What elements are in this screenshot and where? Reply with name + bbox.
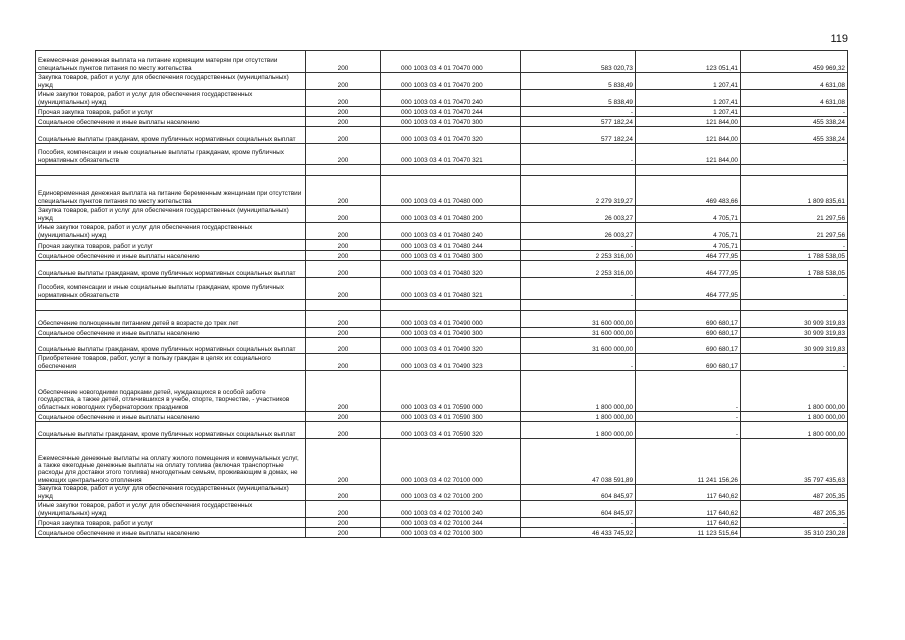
cell-kcsr: 000 1003 03 4 02 70100 240	[381, 501, 521, 518]
cell-v2: 11 123 515,64	[636, 528, 741, 538]
cell-v1: 2 253 316,00	[521, 261, 636, 278]
cell-name: Ежемесячная денежная выплата на питание кормящим матерям при отсутствии специальных пунктов питания по месту жительства	[36, 51, 306, 73]
cell-kcsr: 000 1003 03 4 01 70480 200	[381, 206, 521, 223]
cell-kcsr: 000 1003 03 4 01 70490 300	[381, 328, 521, 338]
cell-code: 200	[306, 51, 381, 73]
table-row	[36, 422, 848, 439]
cell-v2: -	[636, 412, 741, 422]
spacer-cell	[521, 165, 636, 176]
cell-v1: 46 433 745,92	[521, 528, 636, 538]
table-row	[36, 518, 848, 528]
cell-kcsr: 000 1003 03 4 01 70470 244	[381, 107, 521, 117]
cell-code: 200	[306, 311, 381, 328]
cell-code: 200	[306, 338, 381, 354]
cell-name: Ежемесячные денежные выплаты на оплату жилого помещения и коммунальных услуг, а также ежегодные денежные выплаты на оплату топлива (включая транспортные расходы для доставки этого топлива) многодетным семьям, проживающим в домах, не имеющих центрального отопления	[36, 439, 306, 485]
cell-code: 200	[306, 501, 381, 518]
cell-v1: 1 800 000,00	[521, 422, 636, 439]
cell-name: Прочая закупка товаров, работ и услуг	[36, 107, 306, 117]
cell-v3: 30 909 319,83	[741, 338, 848, 354]
cell-kcsr: 000 1003 03 4 01 70480 244	[381, 240, 521, 251]
cell-v2: 690 680,17	[636, 338, 741, 354]
cell-v3: 487 205,35	[741, 501, 848, 518]
cell-v2: 690 680,17	[636, 354, 741, 371]
cell-name: Социальное обеспечение и иные выплаты населению	[36, 528, 306, 538]
cell-code: 200	[306, 90, 381, 107]
cell-name: Пособия, компенсации и иные социальные выплаты гражданам, кроме публичных нормативных обязательств	[36, 144, 306, 165]
cell-v3: 487 205,35	[741, 485, 848, 501]
cell-kcsr: 000 1003 03 4 01 70470 320	[381, 127, 521, 144]
cell-v3: 1 788 538,05	[741, 261, 848, 278]
cell-v3: -	[741, 354, 848, 371]
cell-v3: 459 969,32	[741, 51, 848, 73]
spacer-cell	[521, 300, 636, 311]
cell-v1: 604 845,97	[521, 501, 636, 518]
cell-v3: -	[741, 240, 848, 251]
cell-v1: 5 838,49	[521, 73, 636, 90]
cell-code: 200	[306, 422, 381, 439]
cell-v1: -	[521, 354, 636, 371]
cell-v2: 117 640,62	[636, 501, 741, 518]
cell-kcsr: 000 1003 03 4 01 70480 240	[381, 223, 521, 240]
table-row	[36, 90, 848, 107]
table-row	[36, 144, 848, 165]
cell-v3: 1 800 000,00	[741, 412, 848, 422]
table-row	[36, 501, 848, 518]
cell-code: 200	[306, 412, 381, 422]
cell-code: 200	[306, 261, 381, 278]
spacer-cell	[36, 300, 306, 311]
budget-table	[35, 50, 848, 538]
cell-v1: 2 253 316,00	[521, 251, 636, 261]
table-row	[36, 412, 848, 422]
budget-table-body	[36, 51, 848, 538]
cell-code: 200	[306, 176, 381, 206]
cell-name: Единовременная денежная выплата на питание беременным женщинам при отсутствии специальных пунктов питания по месту жительства	[36, 176, 306, 206]
cell-v2: 464 777,95	[636, 251, 741, 261]
cell-kcsr: 000 1003 03 4 01 70480 000	[381, 176, 521, 206]
cell-kcsr: 000 1003 03 4 01 70490 320	[381, 338, 521, 354]
cell-v3: -	[741, 518, 848, 528]
cell-code: 200	[306, 278, 381, 300]
spacer-cell	[741, 165, 848, 176]
cell-v2: 4 705,71	[636, 240, 741, 251]
cell-code: 200	[306, 240, 381, 251]
cell-name: Социальные выплаты гражданам, кроме публичных нормативных социальных выплат	[36, 338, 306, 354]
cell-v2: 1 207,41	[636, 90, 741, 107]
cell-v3: 4 631,08	[741, 73, 848, 90]
table-row	[36, 311, 848, 328]
cell-code: 200	[306, 144, 381, 165]
table-row	[36, 354, 848, 371]
cell-name: Закупка товаров, работ и услуг для обеспечения государственных (муниципальных) нужд	[36, 485, 306, 501]
row-spacer	[36, 300, 848, 311]
cell-name: Прочая закупка товаров, работ и услуг	[36, 518, 306, 528]
cell-v1: 26 003,27	[521, 206, 636, 223]
table-row	[36, 338, 848, 354]
cell-v1: 31 600 000,00	[521, 338, 636, 354]
cell-v2: 121 844,00	[636, 144, 741, 165]
cell-v1: 2 279 319,27	[521, 176, 636, 206]
cell-v3: 455 338,24	[741, 117, 848, 127]
cell-v3: 1 809 835,61	[741, 176, 848, 206]
cell-name: Социальное обеспечение и иные выплаты населению	[36, 251, 306, 261]
spacer-cell	[636, 165, 741, 176]
cell-v1: 26 003,27	[521, 223, 636, 240]
table-row	[36, 206, 848, 223]
cell-kcsr: 000 1003 03 4 01 70470 200	[381, 73, 521, 90]
cell-code: 200	[306, 518, 381, 528]
cell-code: 200	[306, 206, 381, 223]
cell-v3: 1 800 000,00	[741, 371, 848, 412]
cell-kcsr: 000 1003 03 4 02 70100 244	[381, 518, 521, 528]
table-row	[36, 528, 848, 538]
cell-v1: -	[521, 107, 636, 117]
cell-kcsr: 000 1003 03 4 01 70490 323	[381, 354, 521, 371]
table-row	[36, 117, 848, 127]
table-row	[36, 127, 848, 144]
cell-name: Закупка товаров, работ и услуг для обеспечения государственных (муниципальных) нужд	[36, 206, 306, 223]
cell-kcsr: 000 1003 03 4 02 70100 000	[381, 439, 521, 485]
spacer-cell	[381, 300, 521, 311]
table-row	[36, 371, 848, 412]
cell-v2: 464 777,95	[636, 278, 741, 300]
cell-code: 200	[306, 439, 381, 485]
cell-v2: 1 207,41	[636, 73, 741, 90]
cell-v3: 1 800 000,00	[741, 422, 848, 439]
table-row	[36, 240, 848, 251]
cell-kcsr: 000 1003 03 4 01 70490 000	[381, 311, 521, 328]
cell-v1: -	[521, 240, 636, 251]
cell-kcsr: 000 1003 03 4 01 70480 320	[381, 261, 521, 278]
cell-name: Иные закупки товаров, работ и услуг для обеспечения государственных (муниципальных) нужд	[36, 90, 306, 107]
table-row	[36, 261, 848, 278]
cell-v3: 455 338,24	[741, 127, 848, 144]
cell-v1: 1 800 000,00	[521, 371, 636, 412]
cell-name: Обеспечение полноценным питанием детей в возрасте до трех лет	[36, 311, 306, 328]
cell-v1: 1 800 000,00	[521, 412, 636, 422]
spacer-cell	[36, 165, 306, 176]
cell-v3: -	[741, 144, 848, 165]
cell-v3: 35 797 435,63	[741, 439, 848, 485]
cell-name: Социальное обеспечение и иные выплаты населению	[36, 412, 306, 422]
cell-kcsr: 000 1003 03 4 01 70480 300	[381, 251, 521, 261]
cell-kcsr: 000 1003 03 4 01 70590 300	[381, 412, 521, 422]
cell-code: 200	[306, 528, 381, 538]
cell-code: 200	[306, 117, 381, 127]
cell-v1: 31 600 000,00	[521, 311, 636, 328]
table-row	[36, 176, 848, 206]
cell-name: Закупка товаров, работ и услуг для обеспечения государственных (муниципальных) нужд	[36, 73, 306, 90]
cell-v3: 30 909 319,83	[741, 328, 848, 338]
table-row	[36, 328, 848, 338]
table-row	[36, 51, 848, 73]
cell-v3: -	[741, 278, 848, 300]
cell-kcsr: 000 1003 03 4 01 70470 321	[381, 144, 521, 165]
spacer-cell	[306, 165, 381, 176]
cell-name: Социальные выплаты гражданам, кроме публичных нормативных социальных выплат	[36, 127, 306, 144]
cell-kcsr: 000 1003 03 4 01 70470 000	[381, 51, 521, 73]
cell-v2: 11 241 156,26	[636, 439, 741, 485]
cell-v1: -	[521, 278, 636, 300]
cell-code: 200	[306, 107, 381, 117]
cell-code: 200	[306, 223, 381, 240]
row-spacer	[36, 165, 848, 176]
cell-v3: 21 297,56	[741, 223, 848, 240]
cell-kcsr: 000 1003 03 4 01 70590 320	[381, 422, 521, 439]
cell-v3: -	[741, 107, 848, 117]
cell-v2: 121 844,00	[636, 127, 741, 144]
cell-v3: 21 297,56	[741, 206, 848, 223]
cell-v2: 690 680,17	[636, 311, 741, 328]
cell-name: Социальное обеспечение и иные выплаты населению	[36, 117, 306, 127]
cell-v2: 690 680,17	[636, 328, 741, 338]
cell-v3: 30 909 319,83	[741, 311, 848, 328]
table-row	[36, 73, 848, 90]
cell-v1: 583 020,73	[521, 51, 636, 73]
cell-code: 200	[306, 354, 381, 371]
cell-kcsr: 000 1003 03 4 01 70470 240	[381, 90, 521, 107]
table-row	[36, 439, 848, 485]
spacer-cell	[306, 300, 381, 311]
cell-v2: 123 051,41	[636, 51, 741, 73]
page-number: 119	[830, 33, 848, 45]
cell-v2: 1 207,41	[636, 107, 741, 117]
cell-code: 200	[306, 73, 381, 90]
cell-kcsr: 000 1003 03 4 02 70100 200	[381, 485, 521, 501]
spacer-cell	[636, 300, 741, 311]
cell-v1: 31 600 000,00	[521, 328, 636, 338]
cell-v1: -	[521, 518, 636, 528]
cell-v1: 577 182,24	[521, 117, 636, 127]
cell-v1: 604 845,97	[521, 485, 636, 501]
cell-v2: 117 640,62	[636, 518, 741, 528]
cell-v2: 464 777,95	[636, 261, 741, 278]
cell-name: Прочая закупка товаров, работ и услуг	[36, 240, 306, 251]
cell-v2: 4 705,71	[636, 223, 741, 240]
cell-code: 200	[306, 371, 381, 412]
cell-name: Социальное обеспечение и иные выплаты населению	[36, 328, 306, 338]
table-row	[36, 251, 848, 261]
cell-v1: 5 838,49	[521, 90, 636, 107]
cell-v2: 121 844,00	[636, 117, 741, 127]
table-row	[36, 485, 848, 501]
cell-kcsr: 000 1003 03 4 01 70590 000	[381, 371, 521, 412]
cell-name: Обеспечение новогодними подарками детей, нуждающихся в особой заботе государства, а также детей, отличившихся в учебе, спорте, творчестве, - участников областных новогодних губернаторских праздников	[36, 371, 306, 412]
cell-v1: -	[521, 144, 636, 165]
cell-code: 200	[306, 251, 381, 261]
table-row	[36, 107, 848, 117]
cell-v2: -	[636, 371, 741, 412]
table-row	[36, 223, 848, 240]
cell-name: Иные закупки товаров, работ и услуг для обеспечения государственных (муниципальных) нужд	[36, 501, 306, 518]
cell-v3: 4 631,08	[741, 90, 848, 107]
cell-v2: 469 483,66	[636, 176, 741, 206]
cell-name: Пособия, компенсации и иные социальные выплаты гражданам, кроме публичных нормативных обязательств	[36, 278, 306, 300]
spacer-cell	[741, 300, 848, 311]
cell-name: Социальные выплаты гражданам, кроме публичных нормативных социальных выплат	[36, 261, 306, 278]
cell-v3: 1 788 538,05	[741, 251, 848, 261]
cell-v3: 35 310 230,28	[741, 528, 848, 538]
cell-kcsr: 000 1003 03 4 01 70480 321	[381, 278, 521, 300]
cell-code: 200	[306, 328, 381, 338]
table-row	[36, 278, 848, 300]
cell-name: Иные закупки товаров, работ и услуг для обеспечения государственных (муниципальных) нужд	[36, 223, 306, 240]
spacer-cell	[381, 165, 521, 176]
cell-v1: 47 038 591,89	[521, 439, 636, 485]
cell-name: Приобретение товаров, работ, услуг в пользу граждан в целях их социального обеспечения	[36, 354, 306, 371]
cell-code: 200	[306, 485, 381, 501]
cell-v2: 117 640,62	[636, 485, 741, 501]
cell-name: Социальные выплаты гражданам, кроме публичных нормативных социальных выплат	[36, 422, 306, 439]
cell-kcsr: 000 1003 03 4 02 70100 300	[381, 528, 521, 538]
cell-v2: 4 705,71	[636, 206, 741, 223]
cell-kcsr: 000 1003 03 4 01 70470 300	[381, 117, 521, 127]
cell-code: 200	[306, 127, 381, 144]
cell-v2: -	[636, 422, 741, 439]
cell-v1: 577 182,24	[521, 127, 636, 144]
